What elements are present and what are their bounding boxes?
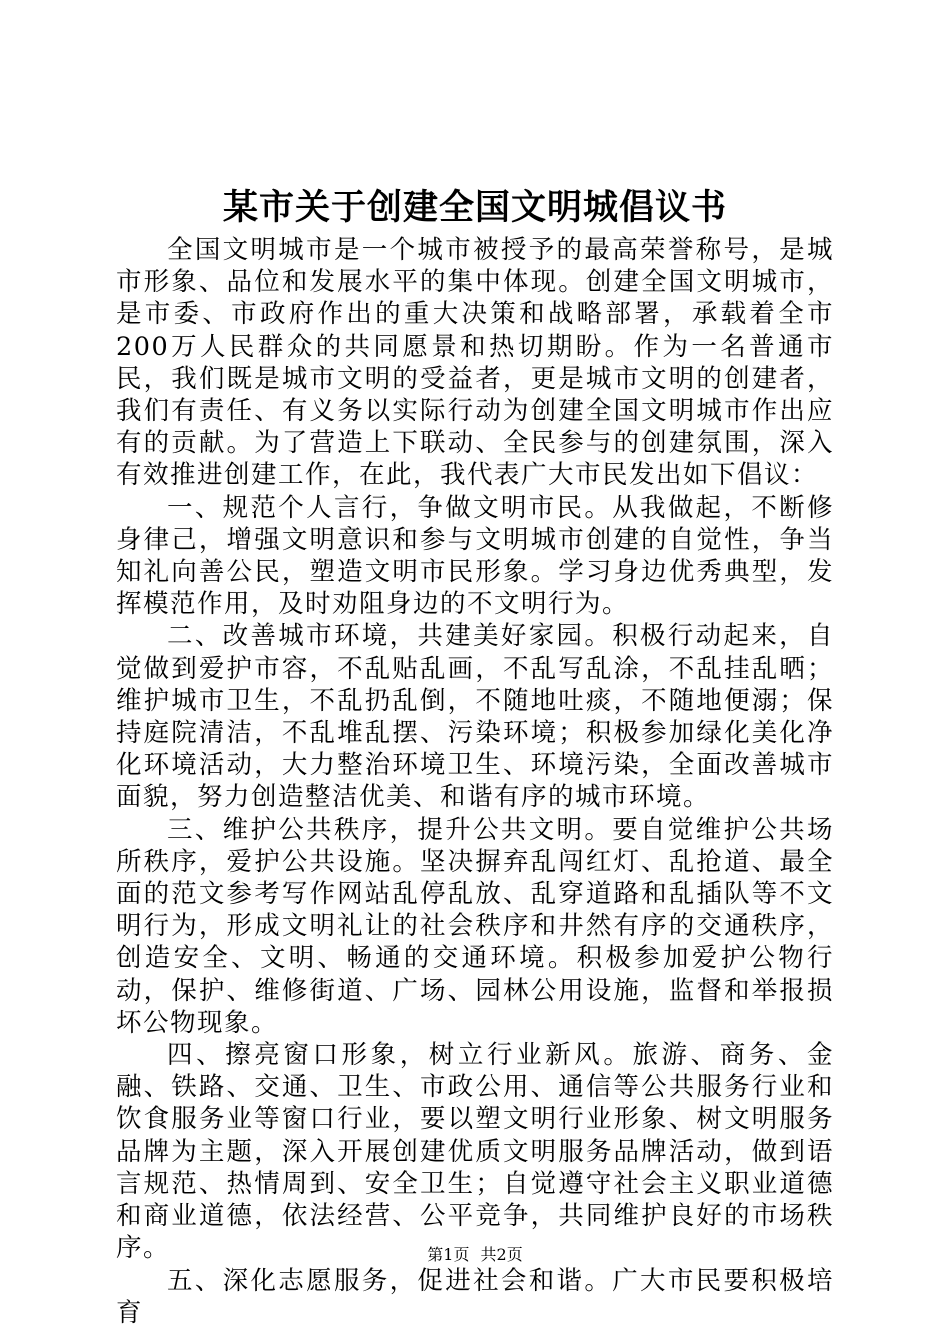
proposal-paragraph-5: 五、深化志愿服务，促进社会和谐。广大市民要积极培育 <box>116 1265 834 1328</box>
proposal-paragraph-1: 一、规范个人言行，争做文明市民。从我做起，不断修身律己，增强文明意识和参与文明城市创建的自觉性，争当知礼向善公民，塑造文明市民形象。学习身边优秀典型，发挥模范作用，及时劝阻身边的不文明行为。 <box>116 492 834 620</box>
page-total: 共2页 <box>480 1245 523 1264</box>
proposal-paragraph-4: 四、擦亮窗口形象，树立行业新风。旅游、商务、金融、铁路、交通、卫生、市政公用、通信等公共服务行业和饮食服务业等窗口行业，要以塑文明行业形象、树文明服务品牌为主题，深入开展创建优质文明服务品牌活动，做到语言规范、热情周到、安全卫生；自觉遵守社会主义职业道德和商业道德，依法经营、公平竞争，共同维护良好的市场秩序。 <box>116 1040 834 1264</box>
page-footer <box>0 1244 950 1266</box>
document-body <box>116 234 834 1329</box>
page-number: 第1页 <box>427 1245 470 1264</box>
proposal-paragraph-3: 三、维护公共秩序，提升公共文明。要自觉维护公共场所秩序，爱护公共设施。坚决摒弃乱闯红灯、乱抢道、最全面的范文参考写作网站乱停乱放、乱穿道路和乱插队等不文明行为，形成文明礼让的社会秩序和井然有序的交通秩序，创造安全、文明、畅通的交通环境。积极参加爱护公物行动，保护、维修街道、广场、园林公用设施，监督和举报损坏公物现象。 <box>116 814 834 1038</box>
document-title: 某市关于创建全国文明城倡议书 <box>222 187 727 228</box>
proposal-paragraph-2: 二、改善城市环境，共建美好家园。积极行动起来，自觉做到爱护市容，不乱贴乱画，不乱写乱涂，不乱挂乱晒；维护城市卫生，不乱扔乱倒，不随地吐痰，不随地便溺；保持庭院清洁，不乱堆乱摆、污染环境；积极参加绿化美化净化环境活动，大力整治环境卫生、环境污染，全面改善城市面貌，努力创造整洁优美、和谐有序的城市环境。 <box>116 621 834 813</box>
intro-paragraph: 全国文明城市是一个城市被授予的最高荣誉称号，是城市形象、品位和发展水平的集中体现。创建全国文明城市，是市委、市政府作出的重大决策和战略部署，承载着全市200万人民群众的共同愿景和热切期盼。作为一名普通市民，我们既是城市文明的受益者，更是城市文明的创建者，我们有责任、有义务以实际行动为创建全国文明城市作出应有的贡献。为了营造上下联动、全民参与的创建氛围，深入有效推进创建工作，在此，我代表广大市民发出如下倡议： <box>116 235 834 491</box>
